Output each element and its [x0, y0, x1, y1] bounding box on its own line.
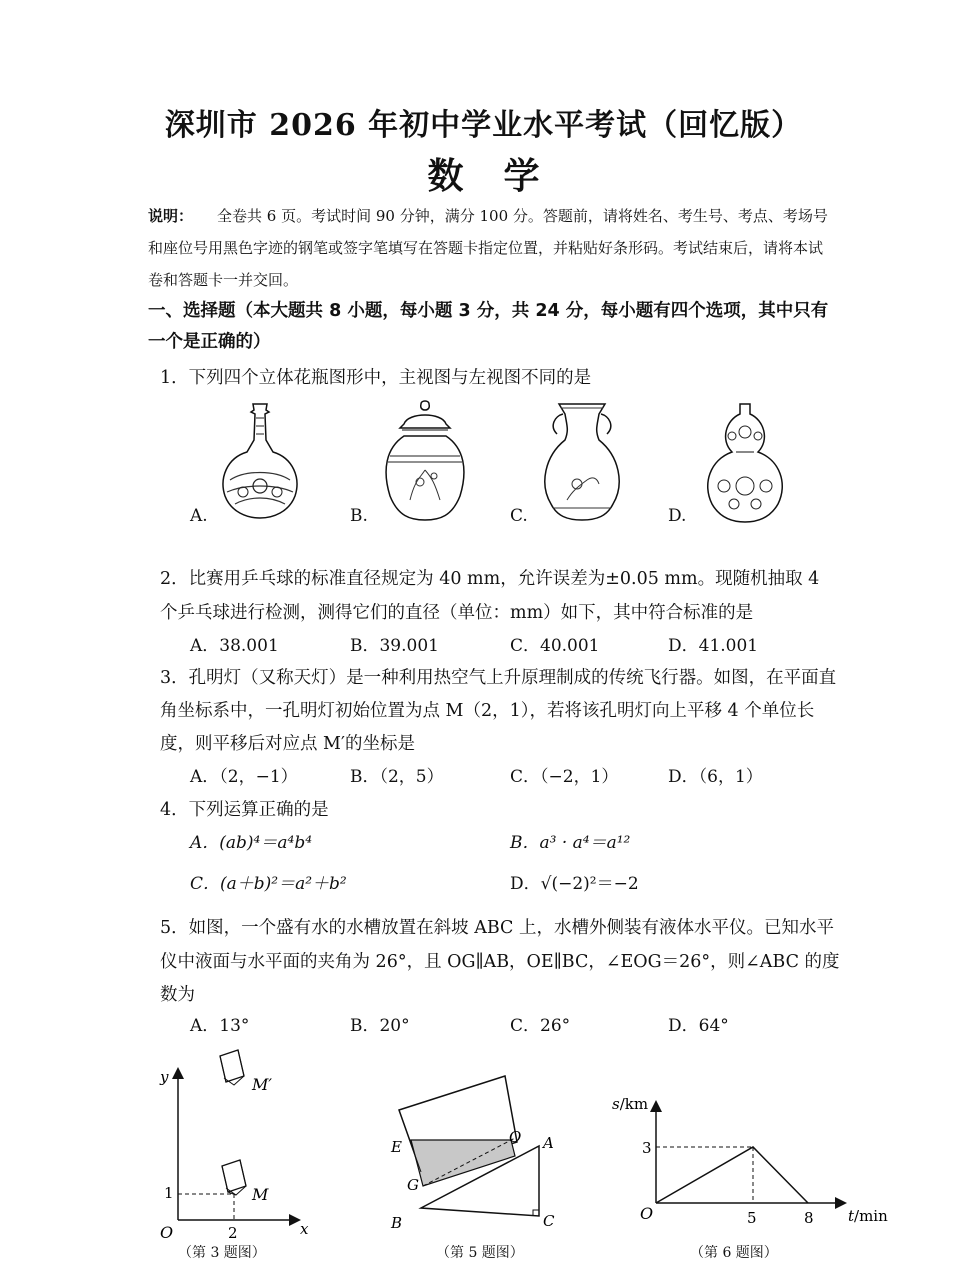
figure-5-caption: （第 5 题图）: [436, 1245, 524, 1261]
fig3-x-label: x: [300, 1220, 309, 1238]
q5-option-d: D．64°: [668, 1016, 729, 1036]
q5-option-c: C．26°: [510, 1016, 571, 1036]
question-3-stem: 3．孔明灯（又称天灯）是一种利用热空气上升原理制成的传统飞行器。如图，在平面直角坐标系中，一孔明灯初始位置为点 M（2，1），若将该孔明灯向上平移 4 个单位长度，则平移后对应点 M′的坐标是: [160, 668, 837, 754]
figure-5-slope-tank: [385, 1068, 585, 1243]
lantern-m-prime-icon: [220, 1050, 244, 1085]
fig6-origin-label: O: [640, 1204, 654, 1223]
q4-option-d: D．√(−2)²＝−2: [510, 874, 639, 894]
fig6-y-tick-3: 3: [642, 1139, 652, 1157]
figure-3-caption: （第 3 题图）: [178, 1245, 266, 1261]
fig5-g-label: G: [407, 1176, 419, 1194]
fig6-x-tick-5: 5: [747, 1209, 757, 1227]
fig5-b-label: B: [391, 1214, 403, 1232]
q1-option-a: A.: [190, 506, 208, 526]
q1-option-d: D.: [668, 506, 687, 526]
fig6-distance-line: [656, 1147, 808, 1203]
q3-option-b: B．（2，5）: [350, 767, 444, 787]
fig3-origin-label: O: [160, 1223, 174, 1242]
q2-option-b: B．39.001: [350, 636, 439, 656]
instructions-text: 全卷共 6 页。考试时间 90 分钟，满分 100 分。答题前，请将姓名、考生号、考点、考场号和座位号用黑色字迹的钢笔或签字笔填写在答题卡指定位置，并粘贴好条形码。考试结束后，请将本试卷和答题卡一并交回。: [148, 207, 828, 289]
q5-option-b: B．20°: [350, 1016, 410, 1036]
subject-title: 数学: [427, 155, 580, 197]
fig3-x-tick-2: 2: [228, 1224, 238, 1242]
figure-6-distance-time-graph: [608, 1085, 898, 1235]
fig6-x-axis-label: t/min: [848, 1207, 888, 1225]
q4-option-b: B．a³ · a⁴＝a¹²: [510, 833, 631, 853]
vase-c-image: [537, 400, 627, 525]
fig3-y-label: y: [160, 1068, 169, 1086]
section-title: 一、选择题（本大题共 8 小题，每小题 3 分，共 24 分，每小题有四个选项，其中只有一个是正确的）: [148, 301, 829, 352]
fig5-a-label: A: [543, 1134, 554, 1152]
question-4-stem: 4．下列运算正确的是: [160, 800, 329, 820]
q4-option-a: A．(ab)⁴＝a⁴b⁴: [190, 833, 313, 853]
fig3-m-prime-label: M′: [252, 1075, 273, 1094]
vase-d-image: [700, 400, 790, 525]
q3-option-a: A．（2，−1）: [190, 767, 298, 787]
fig6-y-axis-label: s/km: [612, 1095, 649, 1113]
q2-option-d: D．41.001: [668, 636, 759, 656]
fig5-o-label: O: [509, 1128, 522, 1146]
question-2-stem: 2．比赛用乒乓球的标准直径规定为 40 mm，允许误差为±0.05 mm。现随机抽取 4 个乒乓球进行检测，测得它们的直径（单位：mm）如下，其中符合标准的是: [160, 569, 820, 623]
q5-option-a: A．13°: [190, 1016, 250, 1036]
instructions: [148, 200, 828, 296]
instructions-label: 说明：: [148, 207, 194, 225]
fig6-x-tick-8: 8: [804, 1209, 814, 1227]
question-1-stem: 1．下列四个立体花瓶图形中，主视图与左视图不同的是: [160, 368, 592, 388]
q4-option-c: C．(a＋b)²＝a²＋b²: [190, 874, 347, 894]
vase-b-image: [380, 400, 470, 525]
lantern-m-icon: [222, 1160, 246, 1195]
fig5-e-label: E: [391, 1138, 402, 1156]
fig5-c-label: C: [543, 1212, 555, 1230]
exam-title: 深圳市 2026 年初中学业水平考试（回忆版）: [164, 108, 803, 143]
fig3-y-tick-1: 1: [164, 1184, 174, 1202]
q1-option-c: C.: [510, 506, 528, 526]
q3-option-c: C．（−2，1）: [510, 767, 619, 787]
q2-option-c: C．40.001: [510, 636, 600, 656]
question-5-stem: 5．如图，一个盛有水的水槽放置在斜坡 ABC 上，水槽外侧装有液体水平仪。已知水平仪中液面与水平面的夹角为 26°，且 OG∥AB，OE∥BC，∠EOG＝26°，则∠ABC 的度数为: [160, 918, 840, 1005]
fig3-m-label: M: [252, 1185, 269, 1204]
q2-option-a: A．38.001: [190, 636, 279, 656]
q1-option-b: B.: [350, 506, 368, 526]
figure-6-caption: （第 6 题图）: [690, 1245, 778, 1261]
q3-option-d: D．（6，1）: [668, 767, 763, 787]
